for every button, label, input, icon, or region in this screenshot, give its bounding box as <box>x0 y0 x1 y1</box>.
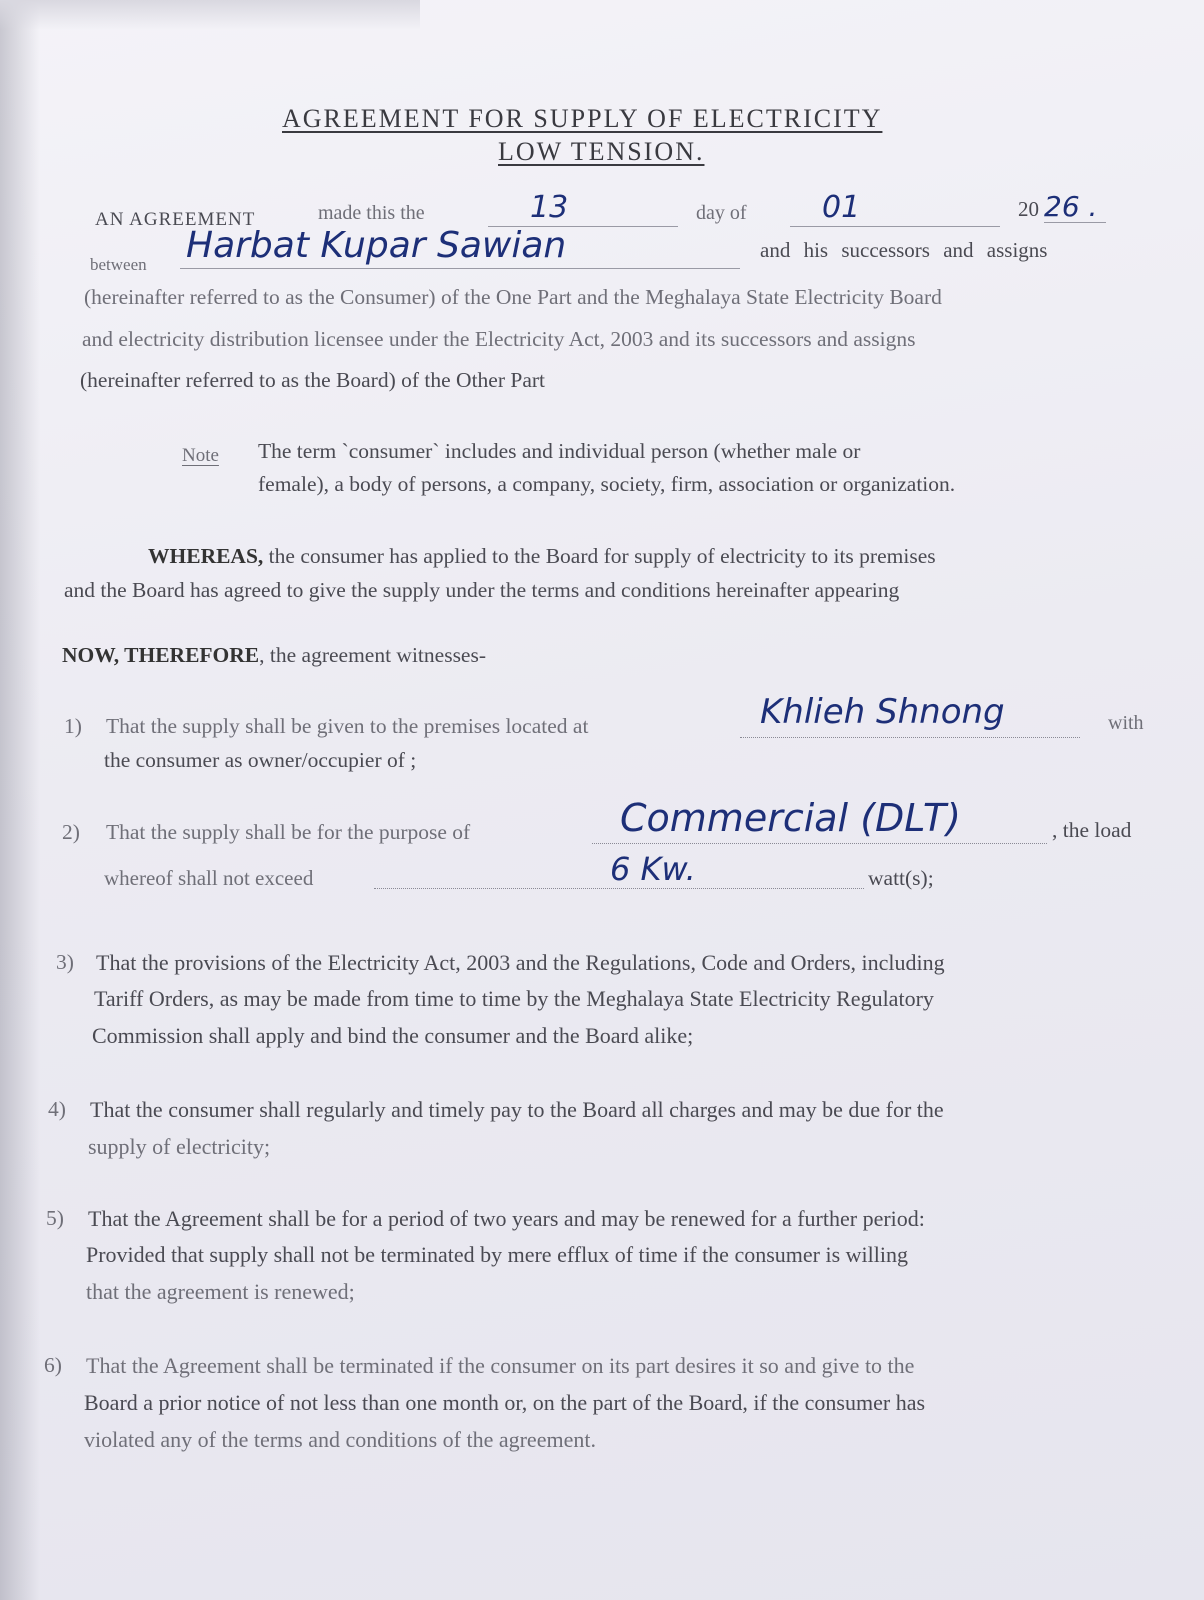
clause5-line1: That the Agreement shall be for a period of two years and may be renewed for a further period: <box>88 1206 925 1231</box>
clause5-line3: that the agreement is renewed; <box>86 1279 355 1304</box>
page-edge-shadow <box>0 0 40 1600</box>
preamble-line5: (hereinafter referred to as the Board) of the Other Part <box>80 368 546 392</box>
load-blank <box>374 888 864 889</box>
preamble-line3: (hereinafter referred to as the Consumer) of the One Part and the Meghalaya State Electricity Board <box>84 285 942 309</box>
location-blank <box>740 737 1080 738</box>
supply-purpose: Commercial (DLT) <box>620 796 961 840</box>
clause4-line2: supply of electricity; <box>88 1134 271 1159</box>
page-top-edge <box>0 0 420 30</box>
note-line2: female), a body of persons, a company, society, firm, association or organization. <box>258 472 956 496</box>
clause3-line3: Commission shall apply and bind the consumer and the Board alike; <box>92 1023 694 1048</box>
clause4-number: 4) <box>48 1097 66 1121</box>
clause6-number: 6) <box>44 1353 62 1377</box>
clause2-unit: watt(s); <box>868 866 934 890</box>
document-title: AGREEMENT FOR SUPPLY OF ELECTRICITY <box>282 104 883 133</box>
clause1-text1: That the supply shall be given to the premises located at <box>106 714 589 738</box>
clause3-line1: That the provisions of the Electricity Act, 2003 and the Regulations, Code and Orders, including <box>96 950 945 975</box>
month-value: 01 <box>822 190 861 225</box>
premises-location: Khlieh Shnong <box>760 692 1005 732</box>
preamble-between: between <box>90 255 147 274</box>
clause5-number: 5) <box>46 1206 64 1230</box>
whereas-line1-rest: the consumer has applied to the Board for supply of electricity to its premises <box>268 544 936 568</box>
party-name-blank <box>180 268 740 269</box>
preamble-lead: AN AGREEMENT <box>95 209 256 230</box>
clause4-line1: That the consumer shall regularly and timely pay to the Board all charges and may be due for the <box>90 1097 944 1122</box>
note-line1: The term `consumer` includes and individual person (whether male or <box>258 439 861 463</box>
purpose-blank <box>592 843 1047 844</box>
now-therefore-lead: NOW, THEREFORE <box>62 643 260 667</box>
load-value: 6 Kw. <box>610 850 696 888</box>
clause6-line3: violated any of the terms and conditions of the agreement. <box>84 1427 596 1452</box>
clause1-with: with <box>1108 712 1144 734</box>
preamble-line4: and electricity distribution licensee under the Electricity Act, 2003 and its successors and assigns <box>82 327 916 351</box>
clause2-text2: whereof shall not exceed <box>104 866 314 890</box>
clause3-line2: Tariff Orders, as may be made from time to time by the Meghalaya State Electricity Regulatory <box>94 986 934 1011</box>
now-therefore-rest: , the agreement witnesses- <box>259 643 487 667</box>
clause3-number: 3) <box>56 950 74 974</box>
preamble-day-of: day of <box>696 202 747 224</box>
document-subtitle: LOW TENSION. <box>498 137 705 166</box>
month-blank <box>790 226 1000 227</box>
whereas-line2: and the Board has agreed to give the supply under the terms and conditions hereinafter appearing <box>64 578 900 602</box>
now-therefore-line <box>62 643 486 668</box>
note-label: Note <box>182 445 219 466</box>
clause5-line2: Provided that supply shall not be terminated by mere efflux of time if the consumer is willing <box>86 1242 908 1267</box>
clause6-line2: Board a prior notice of not less than one month or, on the part of the Board, if the consumer has <box>84 1390 926 1415</box>
whereas-paragraph-line1 <box>148 544 936 569</box>
clause2-text1: That the supply shall be for the purpose of <box>106 820 471 844</box>
clause1-number: 1) <box>64 714 82 738</box>
year-prefix: 20 <box>1018 197 1039 221</box>
preamble-made-this: made this the <box>318 202 425 224</box>
clause2-number: 2) <box>62 820 80 844</box>
party-name: Harbat Kupar Sawian <box>186 225 567 266</box>
day-value: 13 <box>530 190 569 225</box>
clause2-the-load: , the load <box>1052 818 1132 842</box>
clause6-line1: That the Agreement shall be terminated if the consumer on its part desires it so and give to the <box>86 1353 915 1378</box>
clause1-text2: the consumer as owner/occupier of ; <box>104 748 417 772</box>
year-value: 26 . <box>1044 190 1098 223</box>
whereas-lead: WHEREAS, <box>148 544 264 568</box>
preamble-successors: and his successors and assigns <box>760 238 1048 262</box>
